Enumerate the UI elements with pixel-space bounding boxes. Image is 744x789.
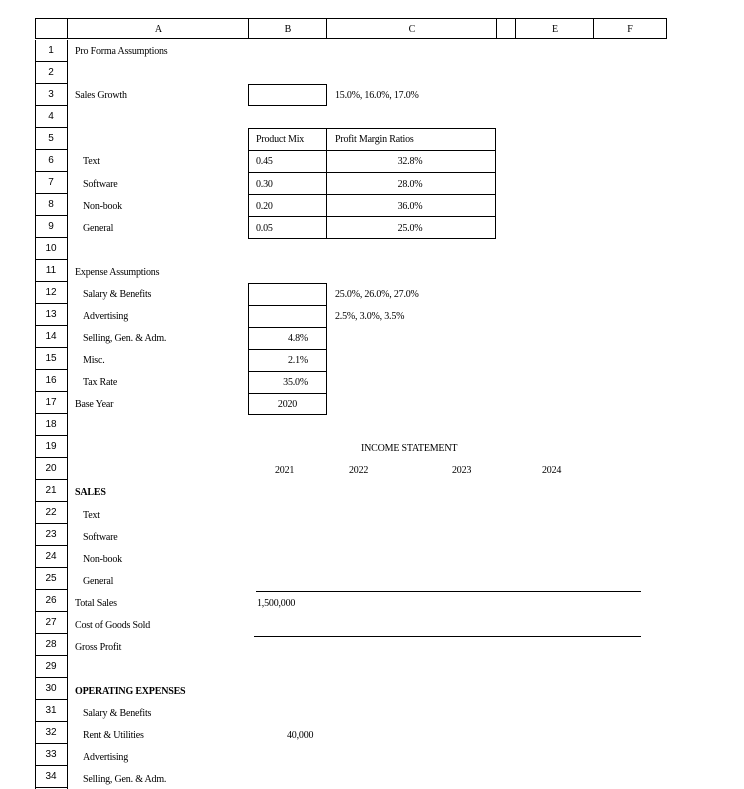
opex-advertising: Advertising <box>83 752 129 763</box>
rent-value[interactable]: 40,000 <box>287 730 314 741</box>
column-header-c[interactable]: C <box>326 18 497 39</box>
row-header[interactable]: 13 <box>45 309 57 320</box>
table-column-divider <box>326 128 327 239</box>
tax-rate-value[interactable]: 35.0% <box>283 377 308 388</box>
row-header[interactable]: 17 <box>45 397 57 408</box>
salary-hint: 25.0%, 26.0%, 27.0% <box>335 289 419 300</box>
sales-item-general: General <box>83 576 114 587</box>
column-header-f[interactable]: F <box>593 18 667 39</box>
year-2024: 2024 <box>542 465 562 476</box>
column-header-blank[interactable] <box>35 18 68 39</box>
expense-divider <box>248 305 327 306</box>
row-header[interactable]: 30 <box>45 683 57 694</box>
table-divider <box>248 194 496 195</box>
row-header[interactable]: 32 <box>45 727 57 738</box>
sales-item-software: Software <box>83 532 118 543</box>
opex-salary: Salary & Benefits <box>83 708 152 719</box>
gross-profit-label: Gross Profit <box>75 642 122 653</box>
row-header[interactable]: 2 <box>48 67 54 78</box>
row-header[interactable]: 6 <box>48 155 54 166</box>
row-header[interactable]: 25 <box>45 573 57 584</box>
row-header[interactable]: 9 <box>48 221 54 232</box>
mix-header-profit-margin[interactable]: Profit Margin Ratios <box>335 134 414 145</box>
row-header[interactable]: 7 <box>48 177 54 188</box>
row-header[interactable]: 10 <box>45 243 57 254</box>
row-header[interactable]: 15 <box>45 353 57 364</box>
product-mix-general[interactable]: 0.05 <box>256 223 273 234</box>
row-header[interactable]: 22 <box>45 507 57 518</box>
mix-header-product-mix[interactable]: Product Mix <box>256 134 305 145</box>
sales-growth-label: Sales Growth <box>75 90 127 101</box>
row-header[interactable]: 27 <box>45 617 57 628</box>
product-name-software: Software <box>83 179 118 190</box>
sales-growth-hint: 15.0%, 16.0%, 17.0% <box>335 90 419 101</box>
year-2021: 2021 <box>275 465 295 476</box>
expense-divider <box>248 327 327 328</box>
income-statement-title: INCOME STATEMENT <box>361 443 458 454</box>
product-name-text: Text <box>83 156 100 167</box>
opex-sga: Selling, Gen. & Adm. <box>83 774 167 785</box>
row-header[interactable]: 18 <box>45 419 57 430</box>
sales-heading: SALES <box>75 487 106 498</box>
sga-label: Selling, Gen. & Adm. <box>83 333 167 344</box>
row-header[interactable]: 8 <box>48 199 54 210</box>
salary-label: Salary & Benefits <box>83 289 152 300</box>
row-header[interactable]: 33 <box>45 749 57 760</box>
total-sales-value[interactable]: 1,500,000 <box>257 598 296 609</box>
row-header[interactable]: 28 <box>45 639 57 650</box>
base-year-value[interactable]: 2020 <box>277 399 298 410</box>
advertising-hint: 2.5%, 3.0%, 3.5% <box>335 311 405 322</box>
row-header[interactable]: 23 <box>45 529 57 540</box>
row-header[interactable]: 19 <box>45 441 57 452</box>
year-2023: 2023 <box>452 465 472 476</box>
opex-rent: Rent & Utilities <box>83 730 144 741</box>
row-divider <box>35 787 67 788</box>
row-header[interactable]: 16 <box>45 375 57 386</box>
sales-item-non-book: Non-book <box>83 554 122 565</box>
row-header[interactable]: 20 <box>45 463 57 474</box>
gross-profit-rule <box>254 636 641 637</box>
total-sales-label: Total Sales <box>75 598 117 609</box>
total-sales-rule <box>256 591 641 592</box>
table-divider <box>248 172 496 173</box>
profit-margin-text[interactable]: 32.8% <box>397 156 423 167</box>
row-header[interactable]: 34 <box>45 771 57 782</box>
column-header-d[interactable] <box>496 18 516 39</box>
column-header-a[interactable]: A <box>67 18 249 39</box>
expense-divider <box>248 371 327 372</box>
profit-margin-software[interactable]: 28.0% <box>397 179 423 190</box>
row-header[interactable]: 26 <box>45 595 57 606</box>
column-header-b[interactable]: B <box>248 18 327 39</box>
cogs-label: Cost of Goods Sold <box>75 620 151 631</box>
expense-divider <box>248 349 327 350</box>
sales-growth-input[interactable] <box>248 84 327 106</box>
row-header[interactable]: 4 <box>48 111 54 122</box>
sales-item-text: Text <box>83 510 100 521</box>
sga-value[interactable]: 4.8% <box>287 333 308 344</box>
product-name-general: General <box>83 223 114 234</box>
expense-assumptions-title: Expense Assumptions <box>75 267 160 278</box>
misc-value[interactable]: 2.1% <box>287 355 308 366</box>
table-divider <box>248 216 496 217</box>
row-header[interactable]: 12 <box>45 287 57 298</box>
row-header[interactable]: 31 <box>45 705 57 716</box>
table-divider <box>248 150 496 151</box>
assumptions-title: Pro Forma Assumptions <box>75 46 168 57</box>
row-header-border-right <box>67 40 68 789</box>
product-mix-text[interactable]: 0.45 <box>256 156 273 167</box>
row-header[interactable]: 14 <box>45 331 57 342</box>
operating-expenses-heading: OPERATING EXPENSES <box>75 686 186 697</box>
product-mix-software[interactable]: 0.30 <box>256 179 273 190</box>
row-header[interactable]: 29 <box>45 661 57 672</box>
profit-margin-general[interactable]: 25.0% <box>397 223 423 234</box>
misc-label: Misc. <box>83 355 105 366</box>
product-mix-non-book[interactable]: 0.20 <box>256 201 273 212</box>
year-2022: 2022 <box>349 465 369 476</box>
row-header[interactable]: 1 <box>48 45 54 56</box>
product-name-non-book: Non-book <box>83 201 122 212</box>
row-header[interactable]: 3 <box>48 89 54 100</box>
expense-divider <box>248 393 327 394</box>
base-year-label: Base Year <box>75 399 114 410</box>
tax-rate-label: Tax Rate <box>83 377 118 388</box>
advertising-label: Advertising <box>83 311 129 322</box>
row-header[interactable]: 24 <box>45 551 57 562</box>
row-header[interactable]: 21 <box>45 485 57 496</box>
column-header-e[interactable]: E <box>515 18 594 39</box>
profit-margin-non-book[interactable]: 36.0% <box>397 201 423 212</box>
row-header[interactable]: 11 <box>45 265 57 276</box>
row-header[interactable]: 5 <box>48 133 54 144</box>
